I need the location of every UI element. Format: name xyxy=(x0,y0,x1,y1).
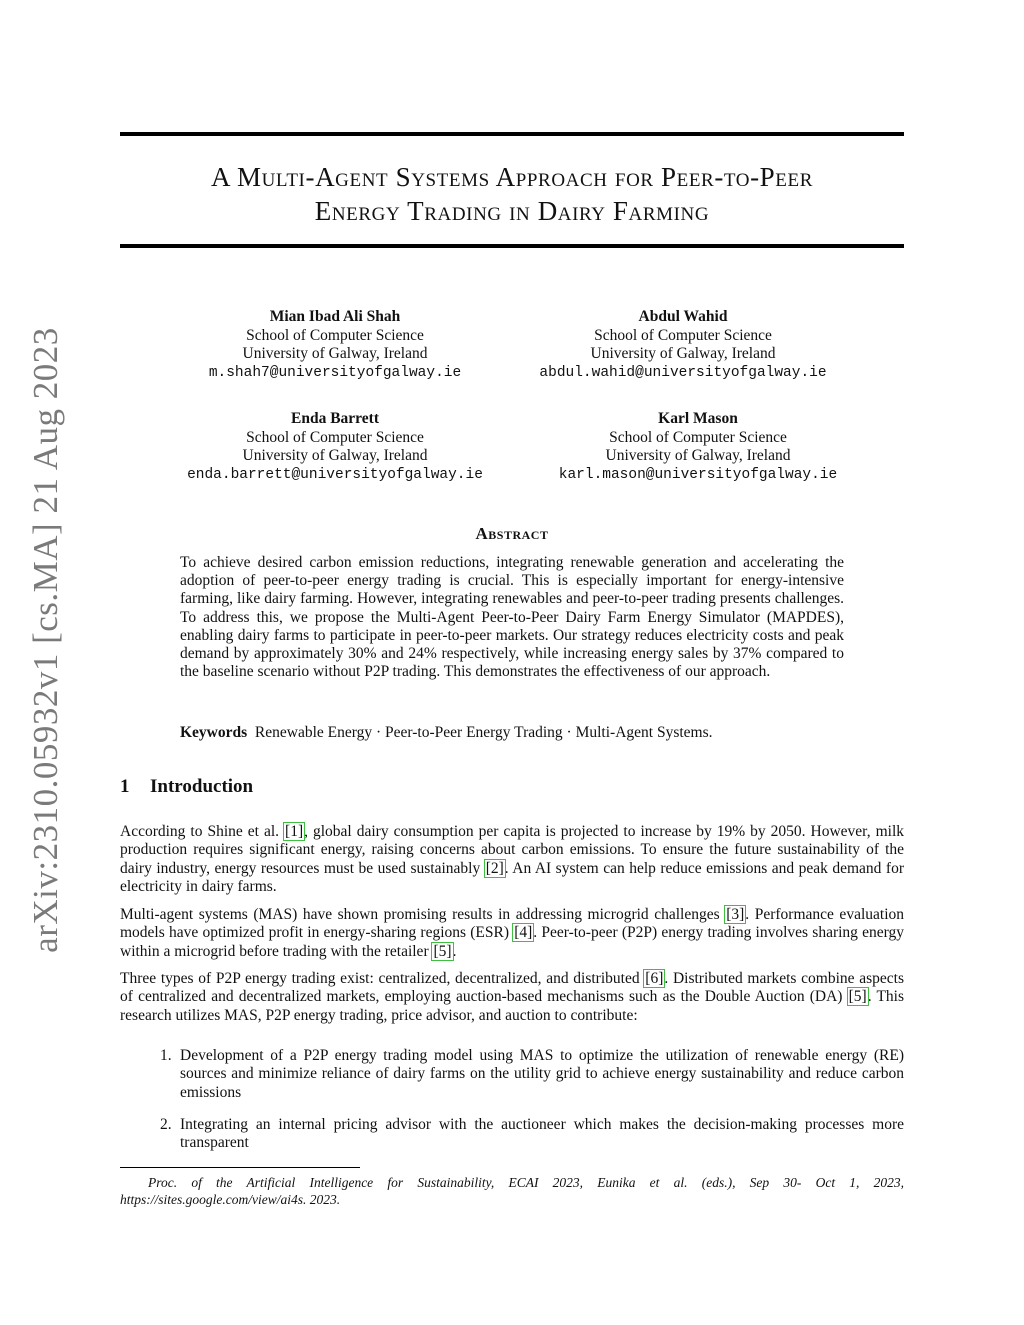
keywords-line xyxy=(180,724,844,742)
title-bottom-rule xyxy=(120,244,904,248)
citation-link[interactable]: [1] xyxy=(285,823,304,840)
list-item-text: Development of a P2P energy trading model using MAS to optimize the utilization of renewable energy (RE) sources and minimize reliance of dairy farms on the utility grid to achieve energy sustainability and reduce carbon emissions xyxy=(180,1047,904,1101)
author-univ: University of Galway, Ireland xyxy=(242,447,428,464)
list-item-number: 2. xyxy=(160,1116,172,1133)
arxiv-identifier: arXiv:2310.05932v1 [cs.MA] 21 Aug 2023 xyxy=(26,327,65,953)
paragraph-text: . xyxy=(452,942,457,960)
list-item xyxy=(160,1116,904,1153)
keywords-text: Renewable Energy · Peer-to-Peer Energy Trading · Multi-Agent Systems. xyxy=(254,724,713,741)
citation-link[interactable]: [2] xyxy=(485,859,504,877)
paragraph xyxy=(120,970,904,1025)
paragraph-text: , global dairy consumption per capita is projected to increase by 19% by 2050. However, milk production requires significant energy, raising concerns about carbon emissions. To ensure the future sustainability of the dairy industry, energy resources must be used sustainably xyxy=(120,823,905,877)
list-item xyxy=(160,1047,904,1102)
author-email[interactable]: abdul.wahid@universityofgalway.ie xyxy=(539,364,827,381)
abstract-text: To achieve desired carbon emission reductions, integrating renewable generation and accelerating the adoption of peer-to-peer energy trading is crucial. This is especially important for energy-intensive farming, like dairy farming. However, integrating renewables and peer-to-peer trading presents challenges. To address this, we propose the Multi-Agent Peer-to-Peer Dairy Farm Energy Simulator (MAPDES), enabling dairy farms to participate in peer-to-peer markets. Our strategy reduces electricity costs and peak demand by approximately 30% and 24% respectively, while increasing energy sales by 37% compared to the baseline scenario without P2P trading. This demonstrates the effectiveness of our approach. xyxy=(180,554,844,681)
author-email[interactable]: karl.mason@universityofgalway.ie xyxy=(558,466,838,483)
keywords-label: Keywords xyxy=(180,724,248,741)
paragraph-text: Three types of P2P energy trading exist: centralized, decentralized, and distributed xyxy=(120,970,645,987)
author-dept: School of Computer Science xyxy=(246,326,424,344)
author-univ: University of Galway, Ireland xyxy=(242,345,428,362)
author-email[interactable]: m.shah7@universityofgalway.ie xyxy=(208,364,462,381)
arxiv-sidebar-stamp xyxy=(24,327,68,953)
footnote: Proc. of the Artificial Intelligence for Sustainability, ECAI 2023, Eunika et al. (eds.), Sep 30- Oct 1, 2023, https://sites.google.com/view/ai4s. 2023. xyxy=(120,1175,904,1207)
paragraph-text: . Performance evaluation models have optimized profit in energy-sharing regions (ESR) xyxy=(120,906,904,942)
citation-link[interactable]: [5] xyxy=(433,942,452,960)
title-line-2: Energy Trading in Dairy Farming xyxy=(314,196,710,226)
footnote-rule xyxy=(120,1167,360,1168)
abstract-heading: Abstract xyxy=(475,524,549,543)
author-name: Enda Barrett xyxy=(291,410,379,427)
paragraph-text: . Distributed markets combine aspects of centralized and decentralized markets, employing auction-based mechanisms such as the Double Auction (DA) xyxy=(120,970,904,1006)
author-block xyxy=(508,410,888,484)
author-dept: School of Computer Science xyxy=(609,428,787,446)
paragraph-text: . An AI system can help reduce emissions and peak demand for electricity in dairy farms. xyxy=(120,859,904,895)
paragraph-text: Multi-agent systems (MAS) have shown promising results in addressing microgrid challenges xyxy=(120,906,726,923)
author-name: Mian Ibad Ali Shah xyxy=(269,308,401,325)
paragraph-text: . Peer-to-peer (P2P) energy trading involves sharing energy within a microgrid before trading with the retailer xyxy=(120,924,905,960)
section-title: Introduction xyxy=(150,776,254,797)
citation-link[interactable]: [4] xyxy=(514,924,533,942)
author-block xyxy=(493,308,873,382)
author-email[interactable]: enda.barrett@universityofgalway.ie xyxy=(187,466,483,483)
paper-title xyxy=(120,160,904,228)
author-block xyxy=(145,410,525,484)
author-dept: School of Computer Science xyxy=(594,326,772,344)
author-block xyxy=(145,308,525,382)
list-item-number: 1. xyxy=(160,1047,172,1064)
author-univ: University of Galway, Ireland xyxy=(590,345,776,362)
title-line-1: A Multi-Agent Systems Approach for Peer-to-Peer xyxy=(211,162,813,192)
paragraph xyxy=(120,906,904,961)
citation-link[interactable]: [5] xyxy=(848,988,867,1006)
citation-link[interactable]: [6] xyxy=(645,970,664,987)
section-heading xyxy=(120,776,253,798)
paragraph-text: . This research utilizes MAS, P2P energy trading, price advisor, and auction to contribute: xyxy=(120,988,905,1024)
paragraph xyxy=(120,823,904,896)
author-name: Abdul Wahid xyxy=(638,308,728,325)
title-top-rule xyxy=(120,132,904,136)
author-name: Karl Mason xyxy=(658,410,738,427)
author-univ: University of Galway, Ireland xyxy=(605,447,791,464)
list-item-text: Integrating an internal pricing advisor with the auctioneer which makes the decision-making processes more transparent xyxy=(180,1116,904,1152)
citation-link[interactable]: [3] xyxy=(726,906,745,923)
author-dept: School of Computer Science xyxy=(246,428,424,446)
paragraph-text: According to Shine et al. xyxy=(120,823,285,840)
section-number: 1 xyxy=(120,776,130,797)
